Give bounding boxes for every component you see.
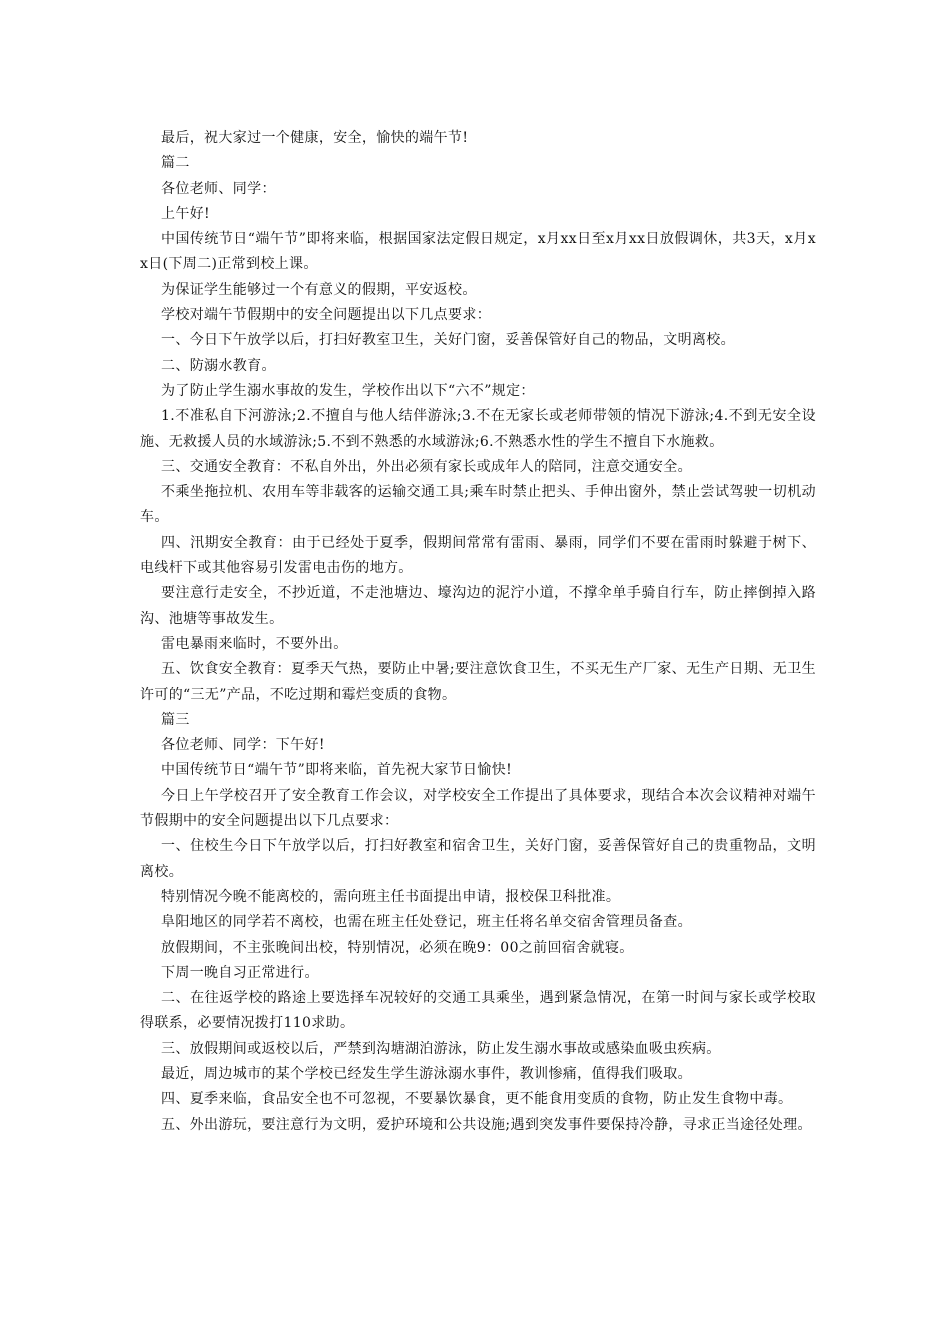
paragraph: 阜阳地区的同学若不离校，也需在班主任处登记，班主任将名单交宿舍管理员备查。 [161, 914, 692, 931]
list-item: 一、今日下午放学以后，打扫好教室卫生，关好门窗，妥善保管好自己的物品，文明离校。 [161, 332, 735, 349]
document-body [140, 126, 816, 1138]
list-item: 三、交通安全教育：不私自外出，外出必须有家长或成年人的陪同，注意交通安全。 [161, 458, 692, 475]
list-item: 五、外出游玩，要注意行为文明，爱护环境和公共设施;遇到突发事件要保持冷静，寻求正当途径处理。 [161, 1116, 812, 1133]
greeting: 上午好! [161, 205, 211, 222]
paragraph: 1.不准私自下河游泳;2.不擅自与他人结伴游泳;3.不在无家长或老师带领的情况下游泳;4.不到无安全设施、无救援人员的水域游泳;5.不到不熟悉的水域游泳;6.不熟悉水性的学生不擅自下水施救。 [140, 408, 816, 450]
paragraph: 为保证学生能够过一个有意义的假期，平安返校。 [161, 281, 477, 298]
paragraph: 最近，周边城市的某个学校已经发生学生游泳溺水事件，教训惨痛，值得我们吸取。 [161, 1065, 692, 1082]
section-heading-3: 篇三 [161, 711, 190, 728]
list-item: 二、在往返学校的路途上要选择车况较好的交通工具乘坐，遇到紧急情况，在第一时间与家长或学校取得联系，必要情况拨打110求助。 [140, 990, 816, 1032]
paragraph: 为了防止学生溺水事故的发生，学校作出以下“六不”规定： [161, 382, 535, 399]
paragraph: 雷电暴雨来临时，不要外出。 [161, 635, 348, 652]
paragraph: 放假期间，不主张晚间出校，特别情况，必须在晚9：00之前回宿舍就寝。 [161, 939, 634, 956]
paragraph: 不乘坐拖拉机、农用车等非载客的运输交通工具;乘车时禁止把头、手伸出窗外，禁止尝试驾驶一切机动车。 [140, 484, 816, 526]
list-item: 三、放假期间或返校以后，严禁到沟塘湖泊游泳，防止发生溺水事故或感染血吸虫疾病。 [161, 1040, 721, 1057]
list-item: 四、汛期安全教育：由于已经处于夏季，假期间常常有雷雨、暴雨，同学们不要在雷雨时躲避于树下、电线杆下或其他容易引发雷电击伤的地方。 [140, 534, 816, 577]
paragraph: 中国传统节日“端午节”即将来临，首先祝大家节日愉快! [161, 762, 513, 779]
list-item: 五、饮食安全教育：夏季天气热，要防止中暑;要注意饮食卫生，不买无生产厂家、无生产日期、无卫生许可的“三无”产品，不吃过期和霉烂变质的食物。 [140, 661, 816, 703]
salutation: 各位老师、同学： [161, 180, 276, 197]
section-heading-2: 篇二 [161, 155, 190, 172]
salutation: 各位老师、同学：下午好! [161, 737, 325, 754]
paragraph: 学校对端午节假期中的安全问题提出以下几点要求： [161, 307, 492, 324]
paragraph: 下周一晚自习正常进行。 [161, 964, 319, 981]
paragraph: 特别情况今晚不能离校的，需向班主任书面提出申请，报校保卫科批准。 [161, 888, 621, 905]
list-item: 二、防溺水教育。 [161, 357, 276, 374]
paragraph: 要注意行走安全，不抄近道，不走池塘边、壕沟边的泥泞小道，不撑伞单手骑自行车，防止摔倒掉入路沟、池塘等事故发生。 [140, 585, 816, 627]
paragraph: 今日上午学校召开了安全教育工作会议，对学校安全工作提出了具体要求，现结合本次会议精神对端午节假期中的安全问题提出以下几点要求： [140, 787, 816, 830]
list-item: 四、夏季来临，食品安全也不可忽视，不要暴饮暴食，更不能食用变质的食物，防止发生食物中毒。 [161, 1091, 793, 1108]
paragraph: 中国传统节日“端午节”即将来临，根据国家法定假日规定，x月xx日至x月xx日放假调休，共3天，x月xx日(下周二)正常到校上课。 [140, 231, 816, 273]
closing-line: 最后，祝大家过一个健康，安全，愉快的端午节! [161, 130, 469, 146]
list-item: 一、住校生今日下午放学以后，打扫好教室和宿舍卫生，关好门窗，妥善保管好自己的贵重物品，文明离校。 [140, 838, 816, 880]
